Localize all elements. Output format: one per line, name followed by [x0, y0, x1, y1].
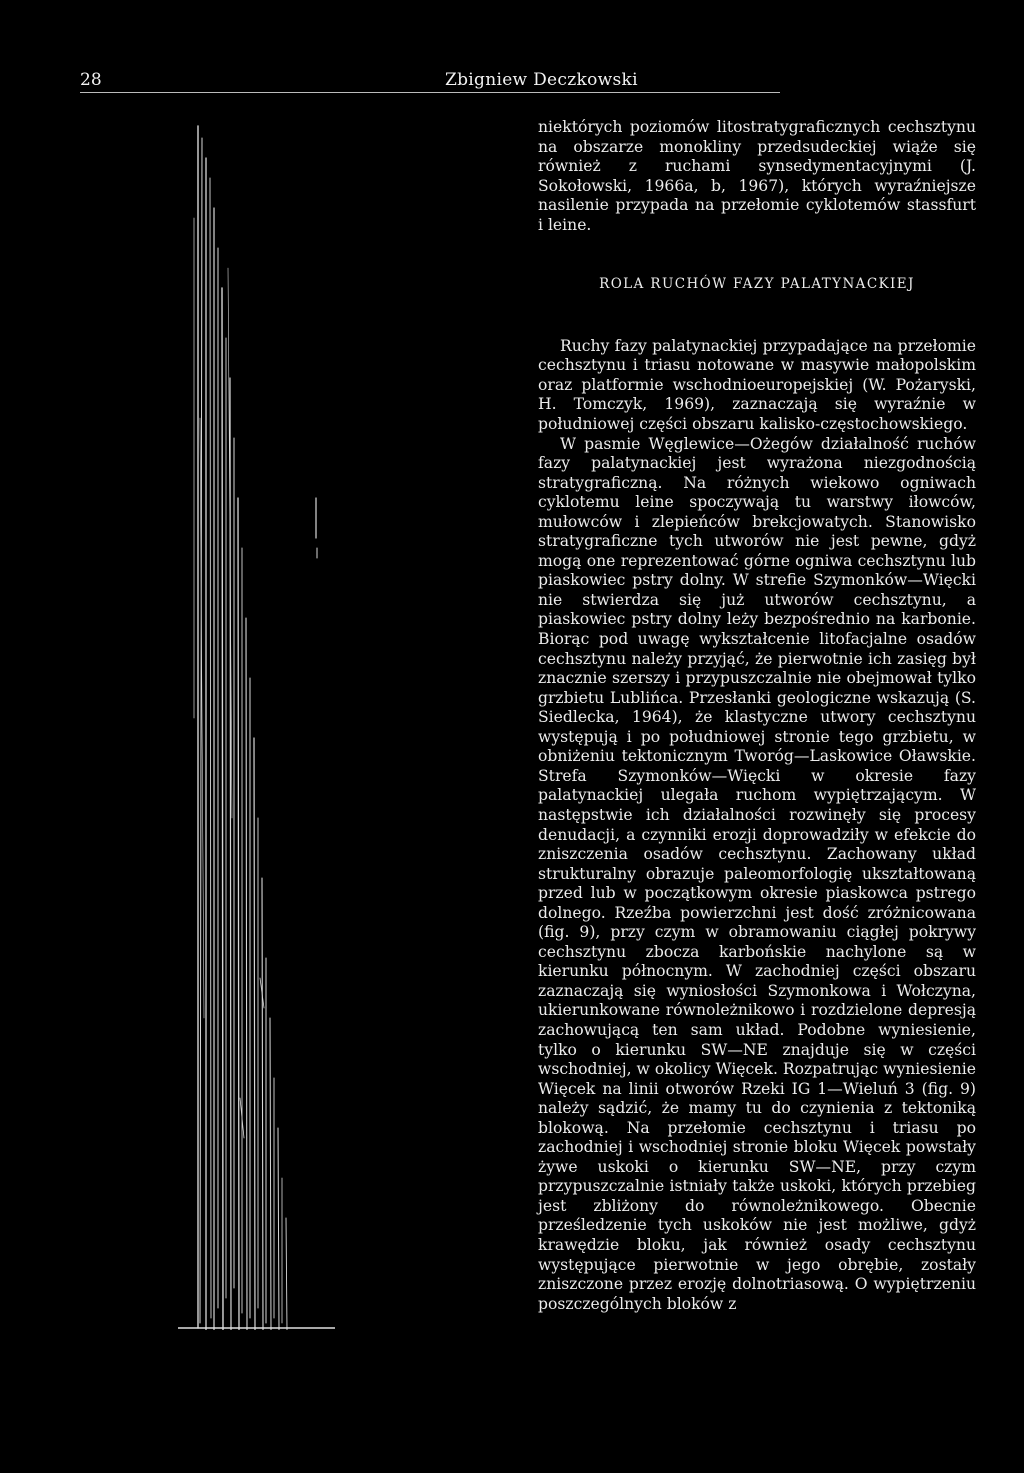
paragraph-1: Ruchy fazy palatynackiej przypadające na przełomie cechsztynu i triasu notowane w masywie małopolskim oraz platformie wschodnioeuropejskiej (W. Pożaryski, H. Tomczyk, 1969), zaznaczają się wyraźnie w południowej części obszaru kalisko-częstochowskiego. — [538, 336, 976, 434]
section-heading: ROLA RUCHÓW FAZY PALATYNACKIEJ — [599, 276, 915, 293]
text-column — [538, 118, 976, 1314]
header-rule — [80, 92, 780, 93]
page-number: 28 — [80, 70, 102, 90]
running-head — [80, 70, 780, 94]
running-head-author: Zbigniew Deczkowski — [445, 70, 638, 90]
intro-paragraph: niektórych poziomów litostratygraficznych cechsztynu na obszarze monokliny przedsudeckiej wiąże się również z ruchami synsedymentacyjnymi (J. Sokołowski, 1966a, b, 1967), których wyraźniejsze nasilenie przypada na przełomie cyklotemów stassfurt i leine. — [538, 118, 976, 234]
paragraph-2: W pasmie Węglewice—Ożegów działalność ruchów fazy palatynackiej jest wyrażona niezgodnością stratygraficzną. Na różnych wiekowo ogniwach cyklotemu leine spoczywają tu warstwy iłowców, mułowców i zlepieńców brekcjowatych. Stanowisko stratygraficzne tych utworów nie jest pewne, gdyż mogą one reprezentować górne ogniwa cechsztynu lub piaskowiec pstry dolny. W strefie Szymonków—Więcki nie stwierdza się już utworów cechsztynu, a piaskowiec pstry dolny leży bezpośrednio na karbonie. Biorąc pod uwagę wykształcenie litofacjalne osadów cechsztynu należy przyjąć, że pierwotnie ich zasięg był znacznie szerszy i przypuszczalnie nie obejmował tylko grzbietu Lublińca. Przesłanki geologiczne wskazują (S. Siedlecka, 1964), że klastyczne utwory cechsztynu występują i po południowej stronie tego grzbietu, w obniżeniu tektonicznym Tworóg—Laskowice Oławskie. Strefa Szymonków—Więcki w okresie fazy palatynackiej ulegała ruchom wypiętrzającym. W następstwie ich działalności rozwinęły się procesy denudacji, a czynniki erozji doprowadziły w efekcie do zniszczenia osadów cechsztynu. Zachowany układ strukturalny obrazuje paleomorfologię ukształtowaną przed lub w początkowym okresie piaskowca pstrego dolnego. Rzeźba powierzchni jest dość zróżnicowana (fig. 9), przy czym w obramowaniu ciągłej pokrywy cechsztynu zbocza karbońskie nachylone są w kierunku północnym. W zachodniej części obszaru zaznaczają się wyniosłości Szymonkowa i Wołczyna, ukierunkowane równoleżnikowo i rozdzielone depresją zachowującą ten sam układ. Podobne wyniesienie, tylko o kierunku SW—NE znajduje się w części wschodniej, w okolicy Więcek. Rozpatrując wyniesienie Więcek na linii otworów Rzeki IG 1—Wieluń 3 (fig. 9) należy sądzić, że mamy tu do czynienia z tektoniką blokową. Na przełomie cechsztynu i triasu po zachodniej i wschodniej stronie bloku Więcek powstały żywe uskoki o kierunku SW—NE, przy czym przypuszczalnie istniały także uskoki, których przebieg jest zbliżony do równoleżnikowego. Obecnie prześledzenie tych uskoków nie jest możliwe, gdyż krawędzie bloku, jak również osady cechsztynu występujące pierwotnie w jego obrębie, zostały zniszczone przez erozję dolnotriasową. O wypiętrzeniu poszczególnych bloków z — [538, 434, 976, 1313]
bleed-through-figure — [170, 118, 350, 1330]
faded-streak-lines — [170, 118, 350, 1330]
